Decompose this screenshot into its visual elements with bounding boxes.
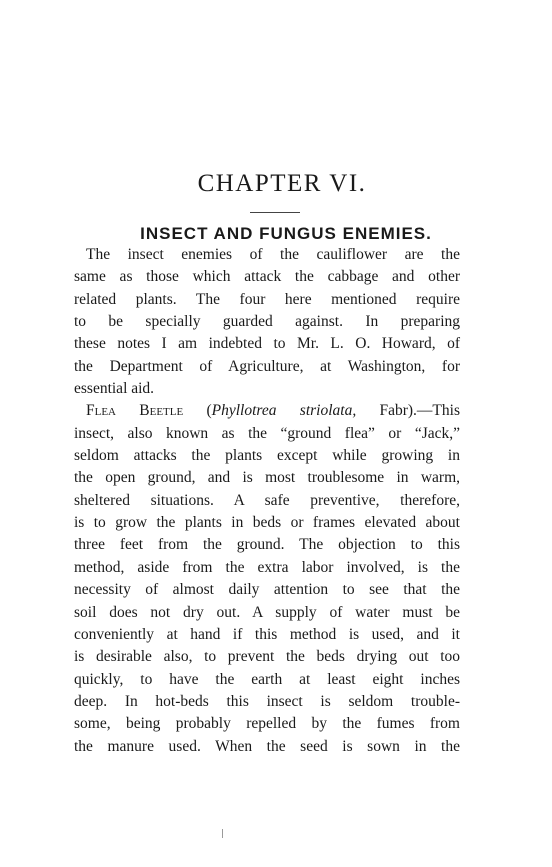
flea-beetle-line (74, 400, 460, 422)
text-line: the open ground, and is most troublesome in warm, (74, 469, 460, 487)
text-line: conveniently at hand if this method is used, and it (74, 625, 460, 643)
text-line: three feet from the ground. The objection to this (74, 536, 460, 554)
title-divider (250, 212, 300, 213)
species-latin-name: Phyllotrea striolata, (211, 402, 357, 420)
text-line: The insect enemies of the cauliflower are the (86, 246, 460, 263)
chapter-title: CHAPTER VI. (197, 170, 367, 197)
text-line: essential aid. (74, 380, 155, 398)
print-speck (222, 829, 223, 838)
text-line: soil does not dry out. A supply of water must be (74, 603, 460, 621)
text-line: quickly, to have the earth at least eight inches (74, 670, 460, 688)
species-authority: Fabr).—This (356, 402, 460, 420)
text-line: some, being probably repelled by the fumes from (74, 715, 460, 733)
text-line: method, aside from the extra labor involved, is the (74, 558, 460, 576)
open-paren: ( (183, 402, 212, 420)
text-line: is desirable also, to prevent the beds drying out too (74, 648, 460, 666)
section-heading: INSECT AND FUNGUS ENEMIES. (140, 224, 432, 243)
text-line: seldom attacks the plants except while growing in (74, 447, 460, 465)
text-line: deep. In hot-beds this insect is seldom trouble- (74, 692, 460, 710)
text-line: to be specially guarded against. In preparing (74, 313, 460, 331)
text-line: related plants. The four here mentioned require (74, 290, 460, 308)
species-common-name: Flea Beetle (86, 402, 184, 420)
text-line: same as those which attack the cabbage and other (74, 268, 460, 286)
text-line: is to grow the plants in beds or frames elevated about (74, 514, 460, 532)
text-line: the Department of Agriculture, at Washington, for (74, 357, 460, 375)
text-line: insect, also known as the “ground flea” or “Jack,” (74, 424, 460, 442)
body-text (74, 244, 460, 758)
text-line: these notes I am indebted to Mr. L. O. Howard, of (74, 335, 460, 353)
text-line: the manure used. When the seed is sown in the (74, 737, 460, 755)
text-line: sheltered situations. A safe preventive, therefore, (74, 491, 460, 509)
text-line: necessity of almost daily attention to see that the (74, 581, 460, 599)
